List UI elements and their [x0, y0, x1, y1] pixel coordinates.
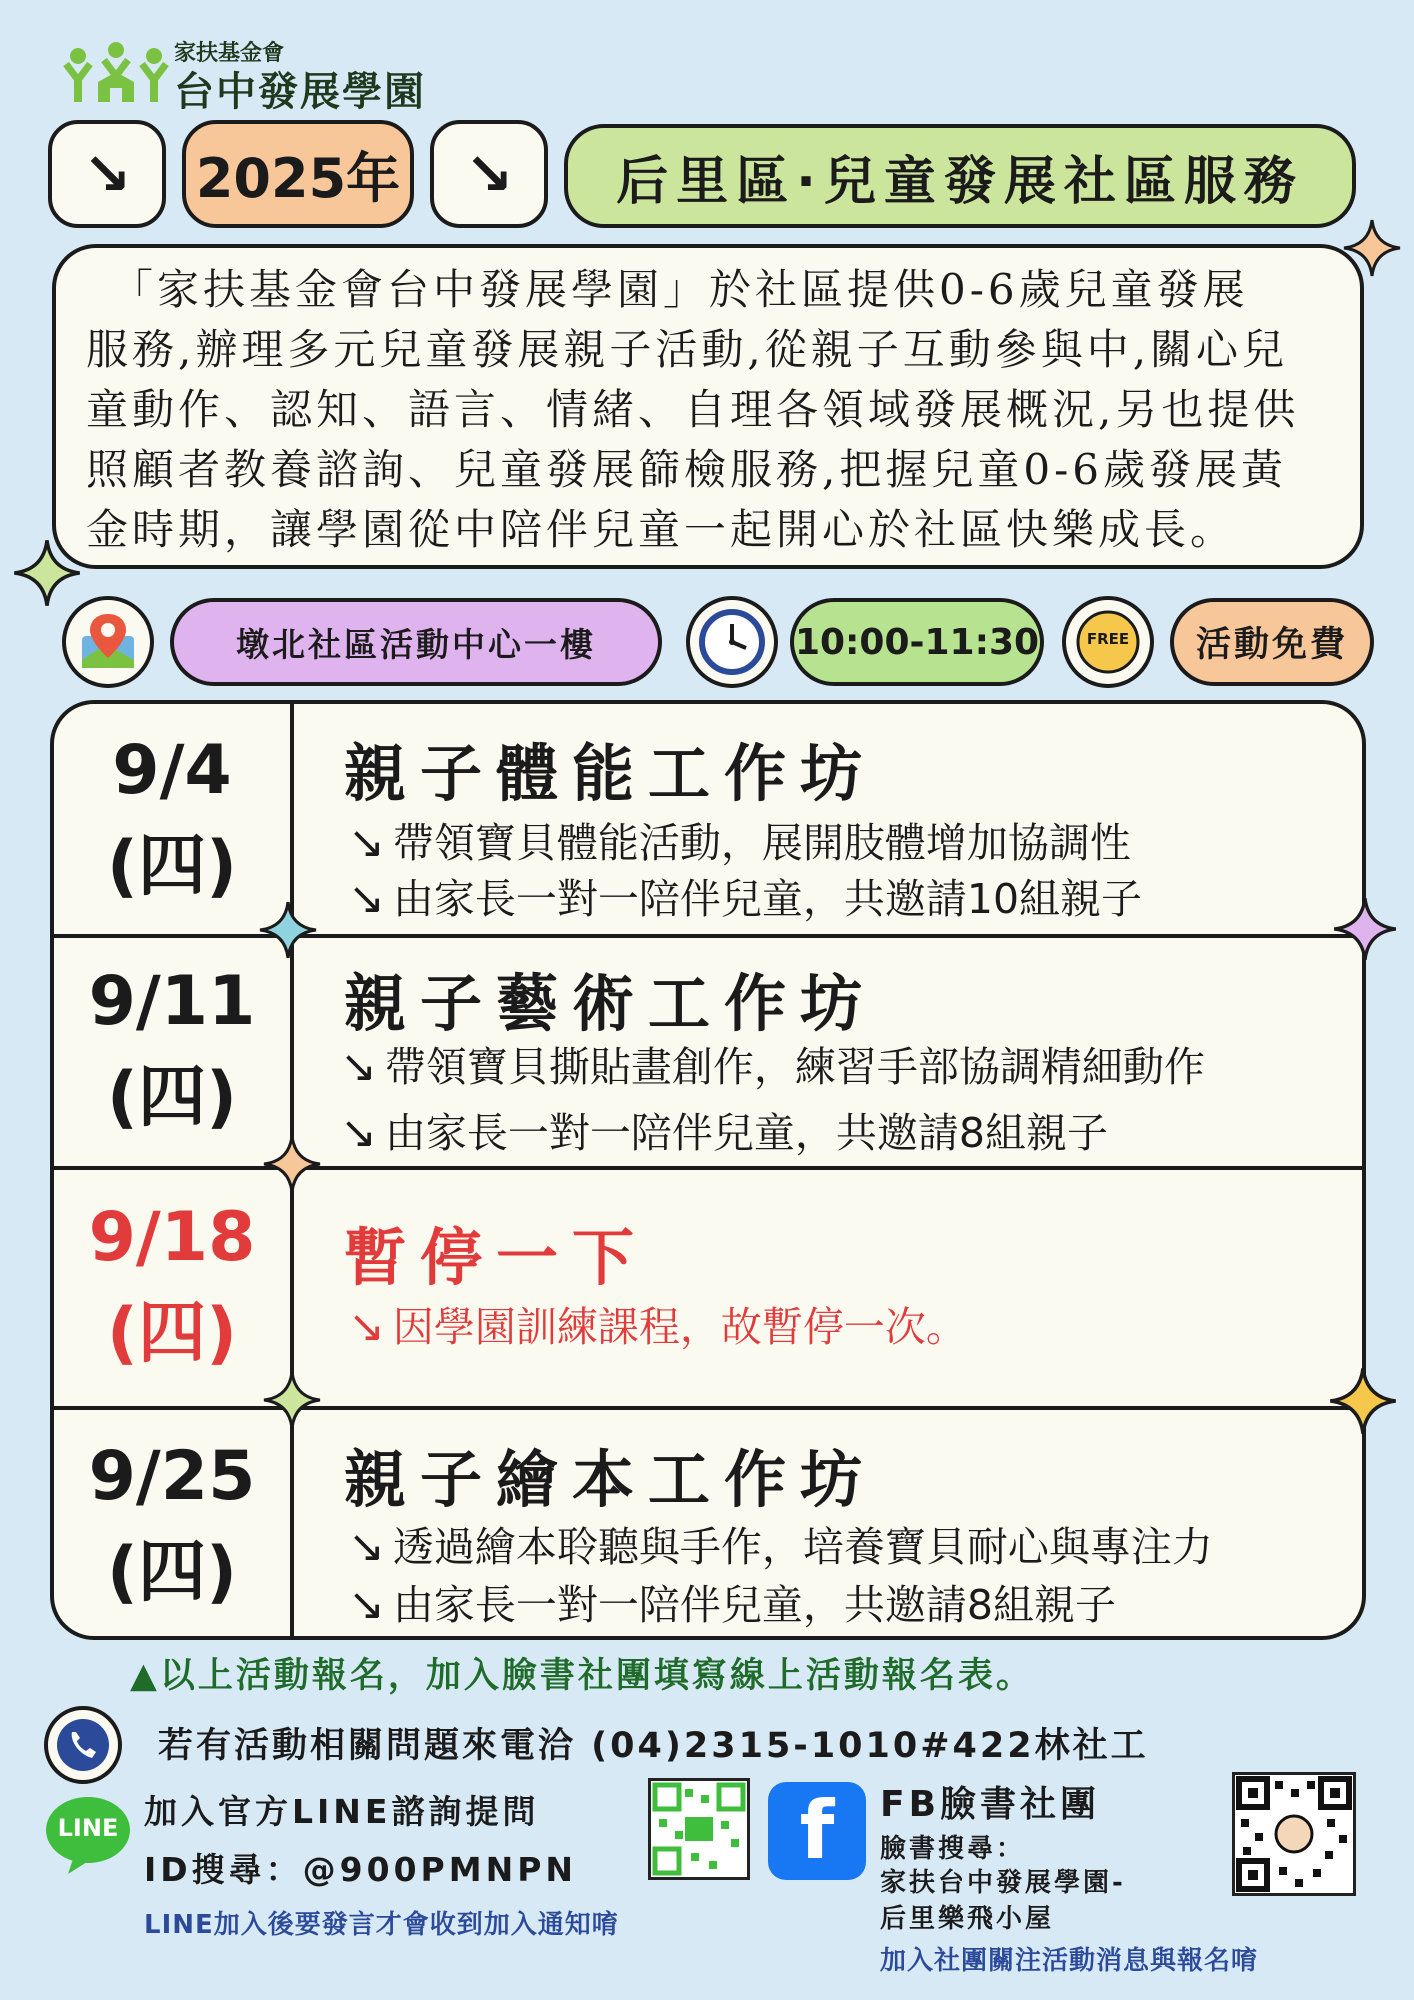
map-pin-icon: [62, 596, 154, 688]
detail-text: 由家長一對一陪伴兒童，共邀請10組親子: [392, 875, 1143, 923]
fb-group-name[interactable]: 家扶台中發展學園-: [880, 1868, 1126, 1898]
detail-text: 因學園訓練課程，故暫停一次。: [392, 1303, 967, 1351]
schedule-date: [54, 934, 294, 1166]
date-text: 9/25: [88, 1437, 256, 1516]
fb-qr-code[interactable]: [1232, 1772, 1356, 1896]
date-text: 9/4: [112, 731, 232, 810]
free-badge-label: FREE: [1086, 630, 1130, 648]
star-decoration-icon: [258, 900, 318, 960]
arrow-icon: ↘: [340, 1107, 377, 1158]
activity-detail: [340, 1034, 1205, 1093]
line-id[interactable]: ID搜尋：@900PMNPN: [144, 1850, 578, 1889]
schedule-row: [54, 1406, 1362, 1640]
detail-text: 由家長一對一陪伴兒童，共邀請8組親子: [392, 1581, 1116, 1629]
line-qr-code[interactable]: [648, 1778, 750, 1880]
activity-detail: [348, 810, 1131, 869]
weekday-text: (四): [106, 1533, 238, 1612]
arrow-icon-right: ↘: [430, 120, 548, 228]
arrow-icon: ↘: [340, 1041, 377, 1092]
schedule-date: [54, 1406, 294, 1640]
weekday-text: (四): [106, 827, 238, 906]
star-decoration-icon: [1342, 218, 1402, 278]
detail-text: 帶領寶貝體能活動，展開肢體增加協調性: [392, 819, 1131, 867]
fb-note: 加入社團關注活動消息與報名唷: [880, 1946, 1259, 1976]
page-title: 后里區·兒童發展社區服務: [564, 124, 1356, 228]
activity-detail: [348, 1514, 1213, 1573]
schedule-row: [54, 934, 1362, 1170]
activity-title: 暫停一下: [344, 1221, 649, 1294]
logo-people-icon: [62, 42, 170, 104]
schedule-date: [54, 1166, 294, 1406]
detail-text: 由家長一對一陪伴兒童，共邀請8組親子: [384, 1109, 1108, 1157]
arrow-icon: ↘: [348, 1579, 385, 1630]
year-badge: 2025年: [182, 120, 414, 228]
activity-detail: [348, 1294, 967, 1353]
clock-icon: [686, 596, 778, 688]
phone-contact: 若有活動相關問題來電洽 (04)2315-1010#422林社工: [158, 1726, 1149, 1766]
star-decoration-icon: [12, 538, 82, 608]
arrow-icon-left: ↘: [48, 120, 166, 228]
activity-detail: [340, 1100, 1108, 1159]
date-text: 9/11: [88, 962, 256, 1041]
weekday-text: (四): [106, 1058, 238, 1137]
arrow-icon: ↘: [348, 1521, 385, 1572]
line-logo-icon: [44, 1794, 132, 1876]
logo: [62, 36, 482, 115]
intro-line: 「家扶基金會台中發展學園」於社區提供0-6歲兒童發展: [86, 265, 1249, 314]
intro-line: 服務,辦理多元兒童發展親子活動,從親子互動參與中,關心兒: [86, 325, 1289, 374]
fb-search-label: 臉書搜尋：: [880, 1834, 1026, 1864]
line-note: LINE加入後要發言才會收到加入通知唷: [144, 1910, 619, 1940]
logo-org: 家扶基金會: [174, 41, 285, 66]
fb-group-name-2[interactable]: 后里樂飛小屋: [880, 1904, 1055, 1934]
activity-detail: [348, 1572, 1116, 1631]
intro-line: 金時期，讓學園從中陪伴兒童一起開心於社區快樂成長。: [86, 505, 1237, 554]
detail-text: 透過繪本聆聽與手作，培養寶貝耐心與專注力: [392, 1523, 1213, 1571]
arrow-icon: ↘: [348, 873, 385, 924]
facebook-logo-letter: f: [799, 1784, 835, 1877]
location-pill: 墩北社區活動中心一樓: [170, 598, 662, 686]
date-text: 9/18: [88, 1198, 256, 1277]
line-title: 加入官方LINE諮詢提問: [144, 1792, 540, 1831]
arrow-icon: ↘: [348, 1301, 385, 1352]
free-badge-icon: [1062, 596, 1154, 688]
star-decoration-icon: [1328, 1366, 1398, 1436]
schedule-table: [50, 700, 1366, 1640]
activity-title: 親子繪本工作坊: [344, 1443, 877, 1516]
star-decoration-icon: [262, 1134, 322, 1194]
logo-name: 台中發展學園: [174, 69, 426, 115]
schedule-row: [54, 704, 1362, 938]
detail-text: 帶領寶貝撕貼畫創作，練習手部協調精細動作: [384, 1043, 1205, 1091]
intro-line: 童動作、認知、語言、情緒、自理各領域發展概況,另也提供: [86, 385, 1300, 434]
fee-pill: 活動免費: [1170, 598, 1374, 686]
schedule-row: [54, 1166, 1362, 1410]
phone-icon: [44, 1706, 122, 1784]
star-decoration-icon: [1332, 896, 1398, 962]
arrow-icon: ↘: [348, 817, 385, 868]
activity-title: 親子體能工作坊: [344, 737, 877, 810]
activity-title: 親子藝術工作坊: [344, 967, 877, 1040]
facebook-logo-icon: [768, 1782, 866, 1880]
register-note: ▲以上活動報名，加入臉書社團填寫線上活動報名表。: [130, 1656, 1034, 1696]
intro-line: 照顧者教養諮詢、兒童發展篩檢服務,把握兒童0-6歲發展黃: [86, 445, 1287, 494]
line-logo-text: LINE: [57, 1814, 119, 1842]
time-pill: 10:00-11:30: [790, 598, 1044, 686]
activity-detail: [348, 866, 1142, 925]
weekday-text: (四): [106, 1294, 238, 1373]
intro-text-box: [52, 244, 1364, 569]
fb-title: FB臉書社團: [880, 1784, 1101, 1825]
star-decoration-icon: [262, 1370, 322, 1430]
